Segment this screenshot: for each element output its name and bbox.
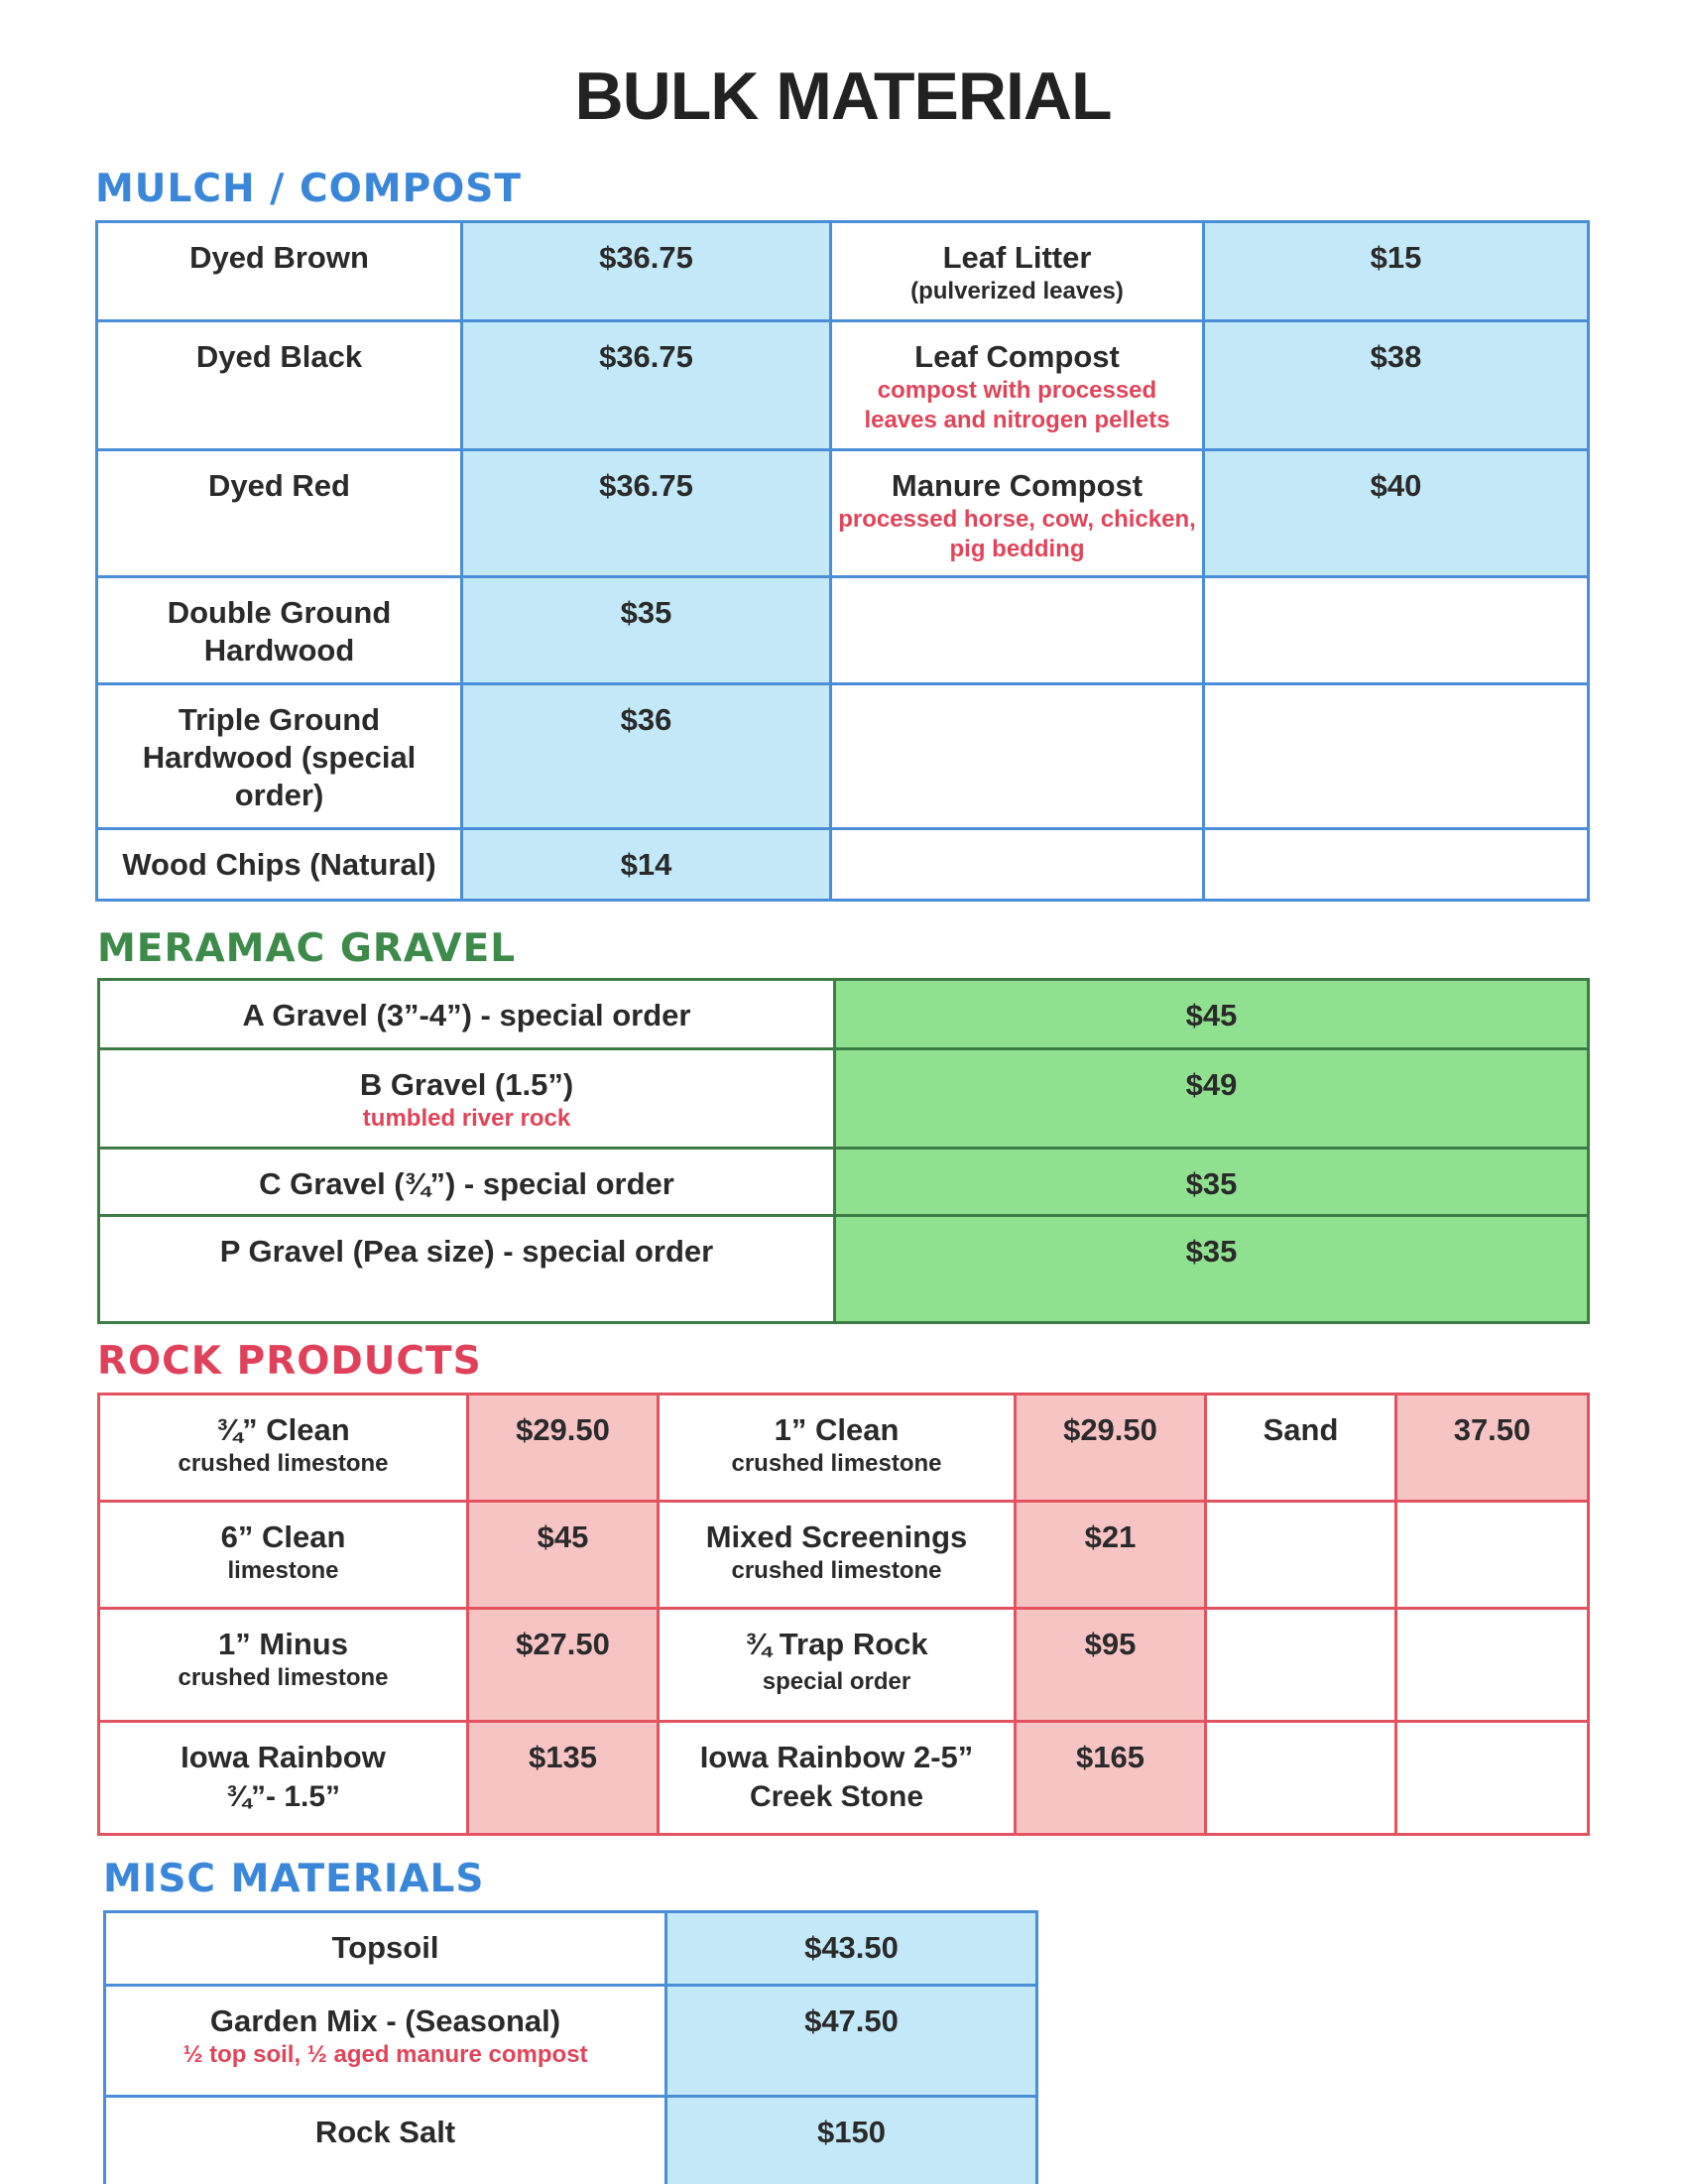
empty-cell: [1396, 1609, 1589, 1722]
item-price: $35: [835, 1216, 1589, 1323]
empty-cell: [1204, 829, 1589, 901]
item-note: crushed limestone: [731, 1450, 942, 1477]
rock-products-table: [97, 1393, 1590, 1836]
item-price: $95: [1016, 1609, 1206, 1722]
item-price: $29.50: [1016, 1395, 1206, 1502]
item-note: special order: [762, 1668, 911, 1695]
empty-cell: [831, 684, 1204, 829]
item-name: B Gravel (1.5”) tumbled river rock: [99, 1049, 835, 1149]
item-name: C Gravel (¾”) - special order: [99, 1149, 835, 1216]
item-name: Leaf Litter (pulverized leaves): [831, 222, 1204, 321]
item-name: Dyed Black: [97, 321, 462, 450]
item-note: tumbled river rock: [362, 1105, 571, 1132]
item-name: Topsoil: [105, 1912, 666, 1986]
table-row: [97, 577, 1589, 684]
item-name: Mixed Screenings crushed limestone: [659, 1502, 1016, 1609]
item-price: $49: [835, 1049, 1589, 1149]
empty-cell: [1206, 1722, 1396, 1835]
table-row: [99, 1216, 1589, 1323]
empty-cell: [1396, 1502, 1589, 1609]
table-row: [99, 1502, 1589, 1609]
table-row: [97, 222, 1589, 321]
empty-cell: [1204, 684, 1589, 829]
item-price: $27.50: [468, 1609, 659, 1722]
item-note: ¾”- 1.5”: [225, 1780, 341, 1813]
table-row: [105, 1986, 1037, 2097]
item-note: crushed limestone: [731, 1557, 942, 1584]
item-note: (pulverized leaves): [910, 278, 1124, 304]
item-price: $40: [1204, 450, 1589, 577]
table-row: [97, 450, 1589, 577]
item-note: Creek Stone: [749, 1780, 924, 1813]
table-row: [97, 684, 1589, 829]
mulch-compost-table: [95, 220, 1590, 902]
item-note: crushed limestone: [178, 1664, 389, 1691]
item-price: $43.50: [666, 1912, 1037, 1986]
item-name: Wood Chips (Natural): [97, 829, 462, 901]
item-note: compost with processed leaves and nitrogen pellets: [864, 377, 1170, 433]
item-price: $21: [1016, 1502, 1206, 1609]
empty-cell: [1204, 577, 1589, 684]
item-price: $165: [1016, 1722, 1206, 1835]
item-name: Iowa Rainbow ¾”- 1.5”: [99, 1722, 468, 1835]
item-name: Rock Salt: [105, 2097, 666, 2184]
item-name: Manure Compost processed horse, cow, chicken, pig bedding: [831, 450, 1204, 577]
item-name: Triple Ground Hardwood (special order): [97, 684, 462, 829]
item-note: crushed limestone: [178, 1450, 389, 1477]
rock-products-heading: ROCK PRODUCTS: [97, 1339, 482, 1384]
table-row: [99, 1049, 1589, 1149]
empty-cell: [831, 577, 1204, 684]
item-price: $14: [462, 829, 831, 901]
table-row: [99, 980, 1589, 1049]
page-title: BULK MATERIAL: [574, 59, 1112, 134]
item-name: Dyed Red: [97, 450, 462, 577]
item-note: ½ top soil, ½ aged manure compost: [182, 2041, 588, 2068]
item-price: $38: [1204, 321, 1589, 450]
item-name: Double Ground Hardwood: [97, 577, 462, 684]
table-row: [97, 321, 1589, 450]
item-name: Dyed Brown: [97, 222, 462, 321]
empty-cell: [1206, 1609, 1396, 1722]
item-price: $47.50: [666, 1986, 1037, 2097]
item-price: $36: [462, 684, 831, 829]
empty-cell: [1206, 1502, 1396, 1609]
item-name: 1” Minus crushed limestone: [99, 1609, 468, 1722]
item-name: Sand: [1206, 1395, 1396, 1502]
item-price: $36.75: [462, 222, 831, 321]
table-row: [105, 2097, 1037, 2184]
item-price: $45: [835, 980, 1589, 1049]
mulch-compost-heading: MULCH / COMPOST: [95, 167, 523, 211]
item-price: $15: [1204, 222, 1589, 321]
item-price: $35: [835, 1149, 1589, 1216]
table-row: [99, 1149, 1589, 1216]
item-name: Iowa Rainbow 2-5” Creek Stone: [659, 1722, 1016, 1835]
table-row: [99, 1722, 1589, 1835]
misc-materials-table: [103, 1910, 1038, 2184]
item-name: ¾ Trap Rock special order: [659, 1609, 1016, 1722]
item-price: $45: [468, 1502, 659, 1609]
item-price: $36.75: [462, 450, 831, 577]
table-row: [97, 829, 1589, 901]
empty-cell: [831, 829, 1204, 901]
item-price: 37.50: [1396, 1395, 1589, 1502]
item-name: Leaf Compost compost with processed leaves and nitrogen pellets: [831, 321, 1204, 450]
empty-cell: [1396, 1722, 1589, 1835]
table-row: [99, 1395, 1589, 1502]
item-name: ¾” Clean crushed limestone: [99, 1395, 468, 1502]
item-price: $35: [462, 577, 831, 684]
item-note: processed horse, cow, chicken, pig bedding: [838, 506, 1196, 562]
item-price: $29.50: [468, 1395, 659, 1502]
item-name: 1” Clean crushed limestone: [659, 1395, 1016, 1502]
misc-materials-heading: MISC MATERIALS: [103, 1857, 485, 1901]
item-note: limestone: [227, 1557, 339, 1584]
table-row: [105, 1912, 1037, 1986]
table-row: [99, 1609, 1589, 1722]
item-price: $135: [468, 1722, 659, 1835]
item-name: A Gravel (3”-4”) - special order: [99, 980, 835, 1049]
item-name: P Gravel (Pea size) - special order: [99, 1216, 835, 1323]
meramac-gravel-table: [97, 978, 1590, 1324]
item-price: $36.75: [462, 321, 831, 450]
item-name: 6” Clean limestone: [99, 1502, 468, 1609]
item-name: Garden Mix - (Seasonal) ½ top soil, ½ aged manure compost: [105, 1986, 666, 2097]
meramac-gravel-heading: MERAMAC GRAVEL: [97, 926, 517, 971]
item-price: $150: [666, 2097, 1037, 2184]
